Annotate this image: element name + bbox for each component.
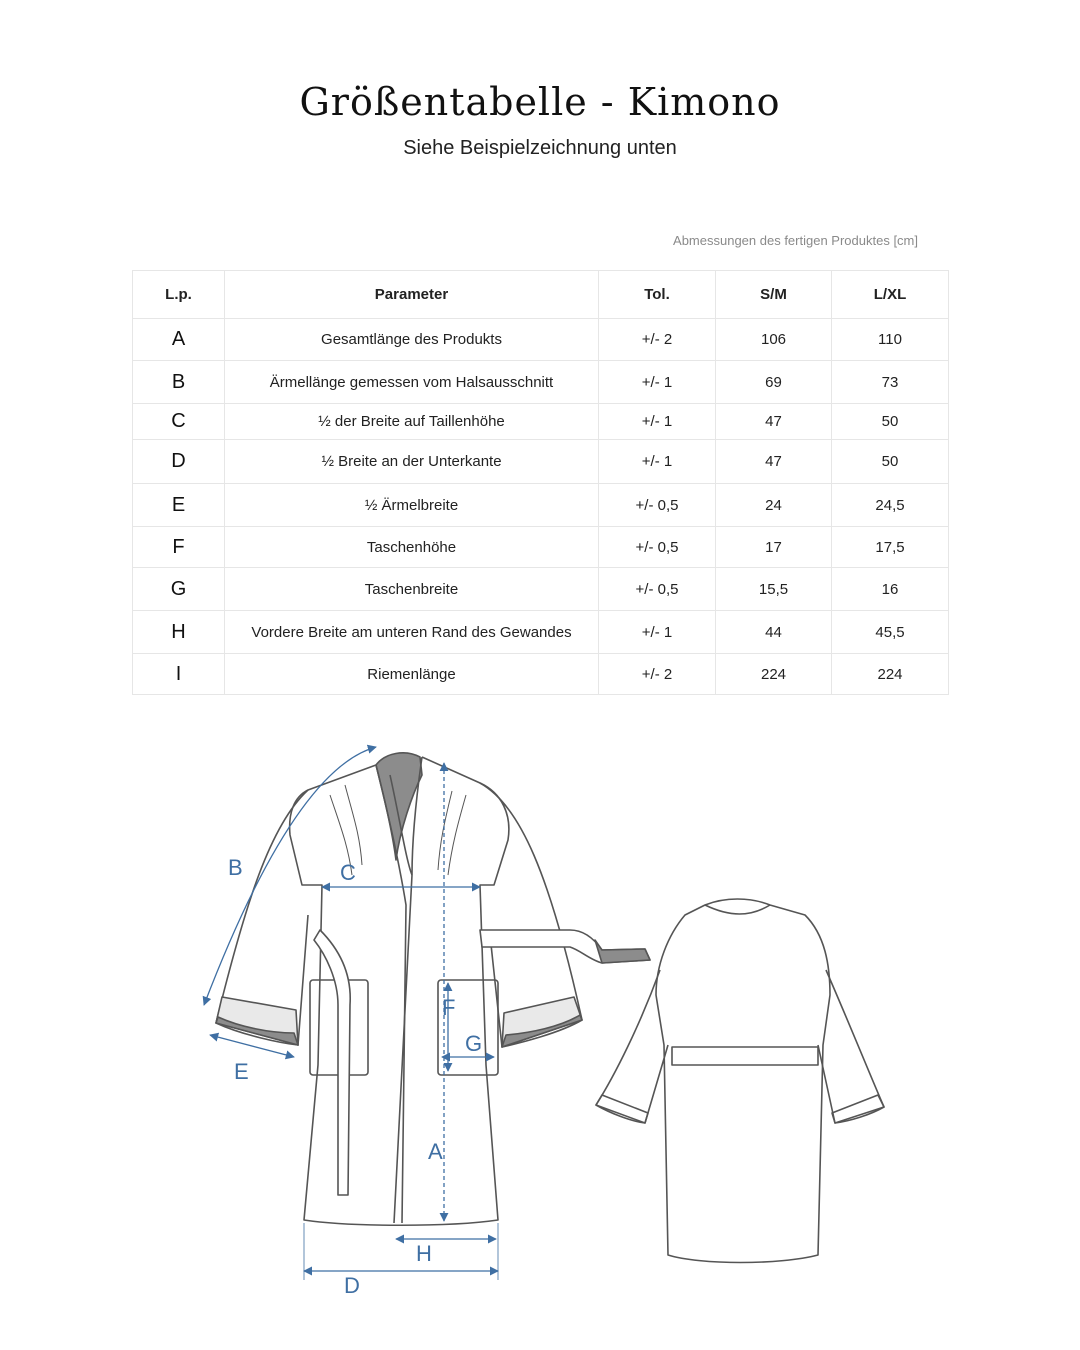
row-tolerance: +/- 1 bbox=[599, 440, 716, 484]
table-row bbox=[133, 319, 949, 361]
back-right-sleeve bbox=[818, 970, 884, 1123]
row-size-sm: 15,5 bbox=[716, 568, 832, 611]
row-parameter: Ärmellänge gemessen vom Halsausschnitt bbox=[225, 361, 599, 404]
row-tolerance: +/- 2 bbox=[599, 654, 716, 695]
neck-lining bbox=[376, 753, 422, 860]
row-size-sm: 47 bbox=[716, 440, 832, 484]
dimension-label-f: F bbox=[442, 995, 456, 1020]
size-table bbox=[132, 270, 949, 695]
table-row bbox=[133, 654, 949, 695]
row-lp: C bbox=[133, 404, 225, 440]
dimension-label-c: C bbox=[340, 860, 356, 885]
table-header-row bbox=[133, 271, 949, 319]
back-body-outline bbox=[656, 899, 830, 1263]
header-size-sm: S/M bbox=[716, 271, 832, 319]
row-parameter: Gesamtlänge des Produkts bbox=[225, 319, 599, 361]
row-size-lxl: 17,5 bbox=[832, 527, 949, 568]
row-parameter: ½ Ärmelbreite bbox=[225, 484, 599, 527]
back-collar bbox=[705, 905, 770, 914]
table-row bbox=[133, 527, 949, 568]
row-lp: F bbox=[133, 527, 225, 568]
units-note: Abmessungen des fertigen Produktes [cm] bbox=[673, 233, 918, 248]
row-tolerance: +/- 1 bbox=[599, 611, 716, 654]
table-row bbox=[133, 440, 949, 484]
row-parameter: Vordere Breite am unteren Rand des Gewandes bbox=[225, 611, 599, 654]
row-size-lxl: 45,5 bbox=[832, 611, 949, 654]
row-size-lxl: 50 bbox=[832, 404, 949, 440]
row-tolerance: +/- 1 bbox=[599, 404, 716, 440]
dimension-label-g: G bbox=[465, 1031, 483, 1056]
row-tolerance: +/- 0,5 bbox=[599, 484, 716, 527]
row-size-sm: 17 bbox=[716, 527, 832, 568]
table-row bbox=[133, 611, 949, 654]
row-size-sm: 44 bbox=[716, 611, 832, 654]
table-row bbox=[133, 404, 949, 440]
dimension-label-h: H bbox=[416, 1241, 432, 1266]
page-subtitle: Siehe Beispielzeichnung unten bbox=[403, 137, 677, 159]
row-parameter: Taschenbreite bbox=[225, 568, 599, 611]
dimension-label-e: E bbox=[234, 1059, 249, 1084]
header-parameter: Parameter bbox=[225, 271, 599, 319]
row-size-lxl: 50 bbox=[832, 440, 949, 484]
dimension-label-b: B bbox=[228, 855, 243, 880]
row-tolerance: +/- 0,5 bbox=[599, 527, 716, 568]
table-row bbox=[133, 361, 949, 404]
row-parameter: Taschenhöhe bbox=[225, 527, 599, 568]
row-lp: H bbox=[133, 611, 225, 654]
row-size-sm: 47 bbox=[716, 404, 832, 440]
dimension-label-a: A bbox=[428, 1139, 443, 1164]
header-size-lxl: L/XL bbox=[832, 271, 949, 319]
page-title: Größentabelle - Kimono bbox=[299, 80, 781, 124]
row-size-sm: 106 bbox=[716, 319, 832, 361]
row-lp: I bbox=[133, 654, 225, 695]
row-lp: A bbox=[133, 319, 225, 361]
row-lp: D bbox=[133, 440, 225, 484]
kimono-drawing bbox=[190, 735, 900, 1315]
row-parameter: ½ der Breite auf Taillenhöhe bbox=[225, 404, 599, 440]
header-lp: L.p. bbox=[133, 271, 225, 319]
back-right-cuff bbox=[832, 1095, 884, 1123]
row-size-sm: 69 bbox=[716, 361, 832, 404]
row-parameter: ½ Breite an der Unterkante bbox=[225, 440, 599, 484]
row-size-sm: 24 bbox=[716, 484, 832, 527]
row-size-lxl: 110 bbox=[832, 319, 949, 361]
row-size-lxl: 24,5 bbox=[832, 484, 949, 527]
row-tolerance: +/- 0,5 bbox=[599, 568, 716, 611]
table-row bbox=[133, 484, 949, 527]
side-belt-lining bbox=[595, 940, 650, 963]
back-left-sleeve bbox=[596, 970, 668, 1123]
dimension-label-d: D bbox=[344, 1273, 360, 1298]
row-tolerance: +/- 1 bbox=[599, 361, 716, 404]
row-lp: E bbox=[133, 484, 225, 527]
back-belt bbox=[672, 1047, 818, 1065]
row-lp: G bbox=[133, 568, 225, 611]
row-parameter: Riemenlänge bbox=[225, 654, 599, 695]
row-size-sm: 224 bbox=[716, 654, 832, 695]
row-size-lxl: 73 bbox=[832, 361, 949, 404]
row-lp: B bbox=[133, 361, 225, 404]
row-size-lxl: 224 bbox=[832, 654, 949, 695]
header-tolerance: Tol. bbox=[599, 271, 716, 319]
table-row bbox=[133, 568, 949, 611]
row-size-lxl: 16 bbox=[832, 568, 949, 611]
row-tolerance: +/- 2 bbox=[599, 319, 716, 361]
